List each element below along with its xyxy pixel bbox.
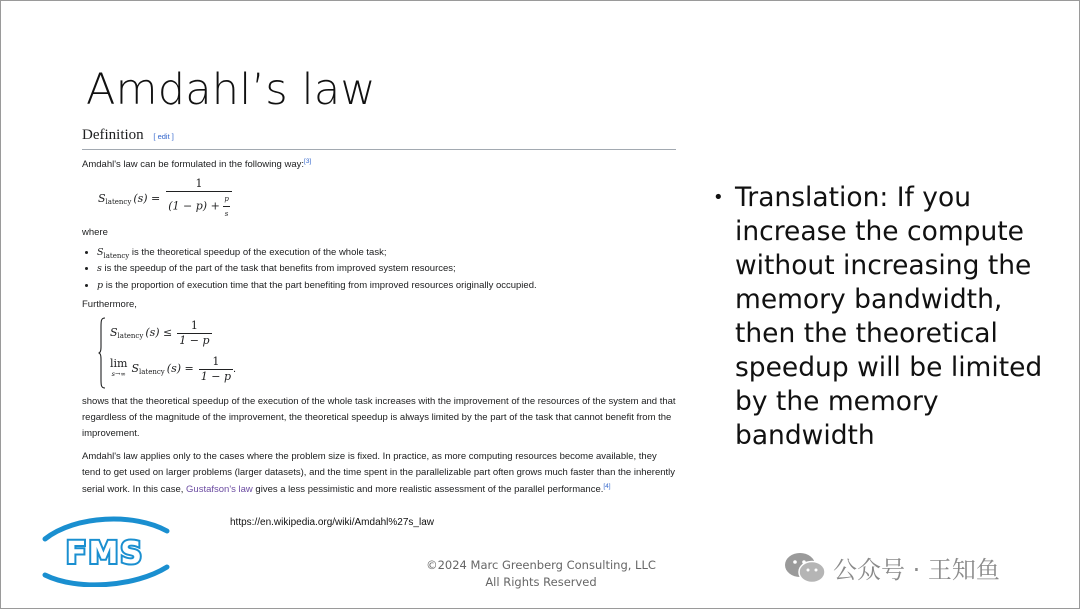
list-item bbox=[97, 261, 676, 278]
formula-s: S bbox=[98, 192, 106, 206]
paragraph-limit-explanation: shows that the theoretical speedup of the execution of the whole task increases with the improvement of the resources of the system and that regardless of the magnitude of the improvement, the theoretical speedup is always limited by the part of the task that cannot benefit from the improvement. bbox=[82, 395, 676, 440]
left-brace-icon bbox=[98, 317, 106, 389]
reference-4[interactable]: [4] bbox=[603, 483, 611, 491]
limit-den: 1 − p bbox=[200, 369, 231, 383]
source-url: https://en.wikipedia.org/wiki/Amdahl%27s_law bbox=[230, 517, 434, 528]
bullet-symbol: S bbox=[97, 246, 104, 258]
translation-bullet bbox=[713, 181, 1053, 453]
formula-small-den: s bbox=[224, 210, 229, 219]
list-item bbox=[97, 278, 676, 295]
list-item bbox=[97, 245, 676, 262]
limit-s: S bbox=[131, 361, 140, 375]
formula-fraction bbox=[166, 177, 232, 221]
bullet-dot: • bbox=[713, 187, 724, 208]
edit-link[interactable]: [ edit ] bbox=[153, 132, 174, 141]
watermark bbox=[783, 550, 1000, 585]
para2-before: Amdahl's law applies only to the cases where the problem size is fixed. In practice, as more computing resources become available, they tend to get used on larger problems (larger datasets), and the time spent in the parallelizable part often grows much faster than the inherently serial work. In this case, bbox=[82, 450, 676, 496]
ineq-fraction bbox=[177, 319, 211, 348]
limit-s-sub: latency bbox=[139, 368, 165, 377]
bullet-text: is the proportion of execution time that the part benefiting from improved resources originally occupied. bbox=[103, 279, 537, 291]
inequality-line bbox=[110, 319, 212, 348]
formula-arg: (s) = bbox=[133, 192, 161, 206]
furthermore-text: Furthermore, bbox=[82, 299, 137, 311]
ineq-num: 1 bbox=[177, 319, 211, 334]
limit-operator bbox=[110, 359, 127, 379]
lim-text: lim bbox=[110, 357, 128, 371]
ineq-arg: (s) ≤ bbox=[145, 325, 173, 339]
formula-small-num: p bbox=[223, 192, 229, 207]
bullet-symbol: s bbox=[97, 263, 102, 275]
wechat-icon bbox=[783, 551, 827, 585]
where-text: where bbox=[82, 227, 108, 239]
lim-under: s→∞ bbox=[111, 370, 126, 379]
paragraph-gustafson bbox=[82, 449, 676, 499]
bullet-symbol: p bbox=[97, 279, 104, 291]
limit-arg: (s) = bbox=[166, 361, 194, 375]
logo-text: FMS bbox=[66, 536, 144, 571]
ineq-s-sub: latency bbox=[117, 332, 144, 341]
bullet-text: is the speedup of the part of the task that benefits from improved system resources; bbox=[101, 263, 456, 275]
definition-heading: Definition bbox=[82, 127, 144, 143]
amdahl-formula bbox=[98, 179, 676, 219]
limit-period: . bbox=[232, 362, 237, 375]
section-heading bbox=[82, 125, 676, 150]
slide-title: Amdahl’s law bbox=[86, 65, 376, 115]
fms-logo-icon bbox=[35, 511, 175, 587]
reference-3[interactable]: [3] bbox=[304, 158, 312, 165]
limit-formula bbox=[98, 317, 676, 392]
formula-small-fraction bbox=[223, 192, 229, 221]
copyright-line-1: ©2024 Marc Greenberg Consulting, LLC bbox=[426, 558, 656, 572]
gustafson-link[interactable]: Gustafson's law bbox=[186, 484, 253, 496]
formula-s-sub: latency bbox=[105, 198, 132, 207]
limit-line bbox=[110, 355, 236, 384]
wikipedia-excerpt bbox=[82, 125, 676, 499]
formula-numerator: 1 bbox=[166, 177, 232, 192]
watermark-text: 公众号 · 王知鱼 bbox=[833, 556, 1000, 584]
copyright-line-2: All Rights Reserved bbox=[485, 574, 597, 589]
formula-den-left: (1 − p) + bbox=[168, 199, 220, 213]
ineq-s: S bbox=[110, 325, 118, 339]
intro-sentence: Amdahl's law can be formulated in the following way: bbox=[82, 159, 305, 171]
definition-list bbox=[82, 245, 676, 295]
copyright bbox=[401, 557, 681, 590]
limit-fraction bbox=[199, 355, 233, 384]
intro-text bbox=[82, 156, 676, 173]
bullet-text: is the theoretical speedup of the execution of the whole task; bbox=[129, 246, 387, 258]
translation-text: Translation: If you increase the compute without increasing the memory bandwidth, then the theoretical speedup will be limited by the memory bandwidth bbox=[735, 182, 1043, 451]
bullet-symbol-sub: latency bbox=[103, 251, 130, 260]
ineq-den: 1 − p bbox=[179, 333, 210, 347]
formula-denominator bbox=[166, 192, 232, 221]
limit-num: 1 bbox=[199, 355, 233, 370]
para2-after: gives a less pessimistic and more realistic assessment of the parallel performance. bbox=[252, 484, 604, 496]
